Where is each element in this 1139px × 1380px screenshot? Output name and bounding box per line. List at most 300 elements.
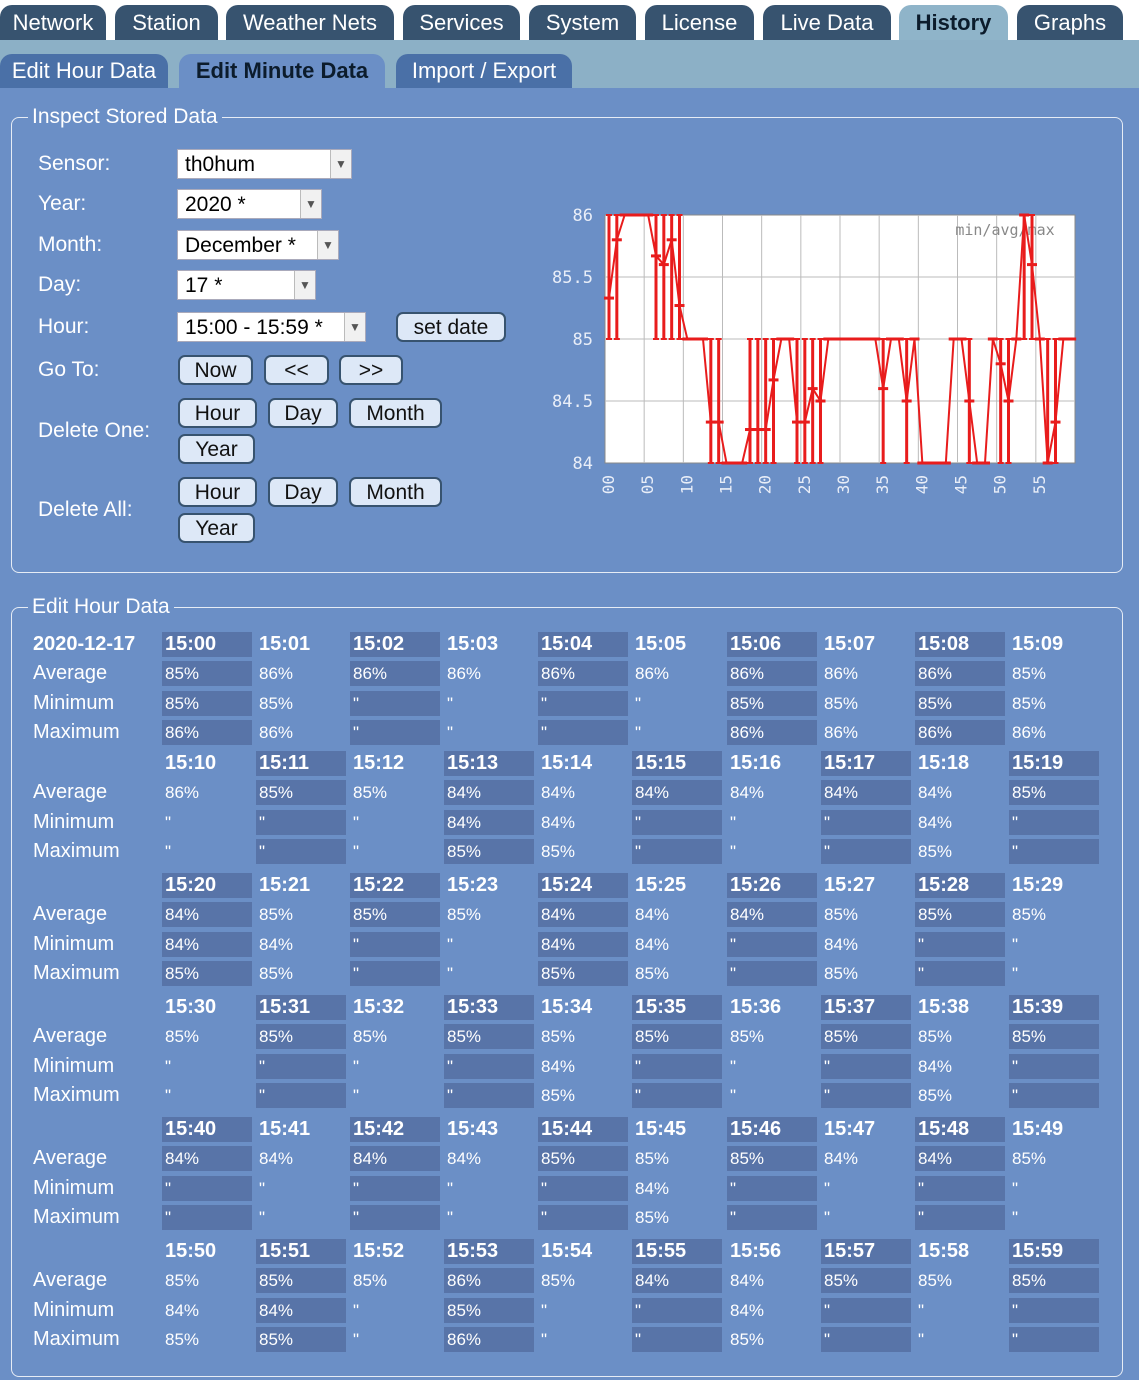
day-label: Day: <box>38 273 82 296</box>
value-cell-min[interactable]: 85% <box>444 1298 534 1323</box>
value-cell-avg[interactable]: 84% <box>447 1149 482 1168</box>
value-cell-avg[interactable]: 86% <box>635 664 670 683</box>
value-cell-max[interactable]: " <box>353 842 360 861</box>
day-select[interactable] <box>177 270 316 300</box>
value-cell-min[interactable]: " <box>538 1176 628 1201</box>
inspect-legend: Inspect Stored Data <box>28 105 222 129</box>
now-button[interactable]: Now <box>178 355 253 385</box>
x-tick-label: 05 <box>638 475 658 495</box>
value-cell-min[interactable]: " <box>538 691 628 716</box>
value-cell-min[interactable]: 85% <box>162 691 252 716</box>
y-tick-label: 86 <box>572 206 593 226</box>
top-nav <box>0 0 1139 40</box>
delete-all-month-button[interactable]: Month <box>349 477 442 507</box>
value-cell-max[interactable]: " <box>915 961 1005 986</box>
value-cell-min[interactable]: " <box>353 1301 360 1320</box>
value-cell-avg[interactable]: 85% <box>165 1027 200 1046</box>
year-value: 2020 * <box>185 193 246 216</box>
value-cell-max[interactable]: " <box>1009 1327 1099 1352</box>
delete-one-hour-button[interactable]: Hour <box>178 398 257 428</box>
delete-all-label: Delete All: <box>38 498 133 521</box>
row-label-avg: Average <box>33 781 108 803</box>
value-cell-max[interactable]: " <box>165 1086 172 1105</box>
value-cell-min[interactable]: 85% <box>824 694 859 713</box>
sensor-label: Sensor: <box>38 152 111 175</box>
row-label-min: Minimum <box>33 1055 115 1077</box>
value-cell-avg[interactable]: 85% <box>635 1149 670 1168</box>
minute-header: 15:37 <box>821 995 911 1020</box>
value-cell-min[interactable]: " <box>541 1301 548 1320</box>
value-cell-avg[interactable]: 85% <box>632 1024 722 1049</box>
x-tick-label: 25 <box>794 475 814 495</box>
value-cell-max[interactable]: " <box>256 1083 346 1108</box>
value-cell-avg[interactable]: 85% <box>256 1268 346 1293</box>
minute-header: 15:47 <box>824 1118 876 1140</box>
value-cell-min[interactable]: " <box>918 1301 925 1320</box>
row-label-max: Maximum <box>33 1206 120 1228</box>
value-cell-avg[interactable]: 84% <box>730 783 765 802</box>
x-tick-label: 10 <box>677 475 697 495</box>
value-cell-min[interactable]: " <box>350 1176 440 1201</box>
value-cell-min[interactable]: 84% <box>635 1179 670 1198</box>
value-cell-avg[interactable]: 85% <box>1012 905 1047 924</box>
value-cell-min[interactable]: 85% <box>915 691 1005 716</box>
value-cell-max[interactable]: " <box>918 1330 925 1349</box>
value-cell-min[interactable]: " <box>1009 1054 1099 1079</box>
row-label-max: Maximum <box>33 962 120 984</box>
row-label-avg: Average <box>33 662 108 684</box>
value-cell-avg[interactable]: 84% <box>259 1149 294 1168</box>
sensor-select[interactable] <box>177 149 352 179</box>
value-cell-avg[interactable]: 84% <box>350 1146 440 1171</box>
value-cell-min[interactable]: " <box>632 1298 722 1323</box>
value-cell-avg[interactable]: 85% <box>165 1271 200 1290</box>
sub-nav <box>0 40 1139 88</box>
row-label-max: Maximum <box>33 1328 120 1350</box>
y-tick-label: 84 <box>572 454 593 474</box>
value-cell-avg[interactable]: 85% <box>1009 1268 1099 1293</box>
value-cell-avg[interactable]: 85% <box>1012 1149 1047 1168</box>
value-cell-min[interactable]: 84% <box>541 813 576 832</box>
value-cell-min[interactable]: " <box>165 813 172 832</box>
minute-header: 15:31 <box>256 995 346 1020</box>
row-label-avg: Average <box>33 1025 108 1047</box>
value-cell-min[interactable]: " <box>353 1057 360 1076</box>
minute-header: 15:32 <box>353 996 405 1018</box>
value-cell-min[interactable]: " <box>353 813 360 832</box>
minute-header: 15:23 <box>447 874 499 896</box>
row-label-max: Maximum <box>33 840 120 862</box>
value-cell-avg[interactable]: 84% <box>444 780 534 805</box>
value-cell-avg[interactable]: 85% <box>821 1024 911 1049</box>
value-cell-max[interactable]: 86% <box>824 723 859 742</box>
minute-header: 15:29 <box>1012 874 1064 896</box>
value-cell-avg[interactable]: 84% <box>635 905 670 924</box>
value-cell-min[interactable]: " <box>1009 1298 1099 1323</box>
value-cell-max[interactable]: " <box>915 1205 1005 1230</box>
minute-header: 15:22 <box>350 873 440 898</box>
value-cell-max[interactable]: " <box>1009 839 1099 864</box>
value-cell-min[interactable]: 84% <box>444 810 534 835</box>
value-cell-max[interactable]: " <box>165 842 172 861</box>
hour-select[interactable] <box>177 312 366 342</box>
value-cell-min[interactable]: " <box>821 1054 911 1079</box>
value-cell-min[interactable]: " <box>632 1054 722 1079</box>
value-cell-avg[interactable]: 85% <box>1009 1024 1099 1049</box>
value-cell-max[interactable]: " <box>727 1205 817 1230</box>
value-cell-avg[interactable]: 84% <box>541 783 576 802</box>
value-cell-avg[interactable]: 85% <box>727 1146 817 1171</box>
minute-header: 15:05 <box>635 633 687 655</box>
minute-header: 15:33 <box>444 995 534 1020</box>
x-tick-label: 00 <box>599 475 618 495</box>
value-cell-min[interactable]: " <box>165 1057 172 1076</box>
value-cell-max[interactable]: 86% <box>162 720 252 745</box>
x-tick-label: 30 <box>834 475 853 495</box>
value-cell-max[interactable]: " <box>541 1330 548 1349</box>
value-cell-avg[interactable]: 85% <box>444 1024 534 1049</box>
tab-station[interactable]: Station <box>115 5 218 40</box>
value-cell-max[interactable]: 85% <box>824 964 859 983</box>
value-cell-max[interactable]: " <box>730 1086 737 1105</box>
value-cell-avg[interactable]: 84% <box>824 1149 859 1168</box>
value-cell-min[interactable]: 84% <box>256 1298 346 1323</box>
minute-header: 15:18 <box>918 752 970 774</box>
minute-header: 15:06 <box>727 632 817 657</box>
subtab-import-export[interactable]: Import / Export <box>396 54 572 88</box>
value-cell-avg[interactable]: 85% <box>162 661 252 686</box>
minute-header: 15:55 <box>632 1239 722 1264</box>
value-cell-min[interactable]: " <box>824 1179 831 1198</box>
value-cell-avg[interactable]: 86% <box>727 661 817 686</box>
value-cell-avg[interactable]: 85% <box>353 1271 388 1290</box>
value-cell-max[interactable]: 85% <box>165 1330 200 1349</box>
value-cell-max[interactable]: " <box>353 1330 360 1349</box>
tab-network[interactable]: Network <box>0 5 106 40</box>
minute-header: 15:38 <box>918 996 970 1018</box>
value-cell-avg[interactable]: 85% <box>259 905 294 924</box>
value-cell-avg[interactable]: 85% <box>1009 780 1099 805</box>
minute-header: 15:14 <box>541 752 593 774</box>
value-cell-max[interactable]: 86% <box>259 723 294 742</box>
minute-header: 15:51 <box>256 1239 346 1264</box>
minute-header: 15:30 <box>165 996 217 1018</box>
hour-label: Hour: <box>38 315 90 338</box>
value-cell-max[interactable]: " <box>162 1205 252 1230</box>
value-cell-avg[interactable]: 86% <box>165 783 200 802</box>
minute-header: 15:01 <box>259 633 311 655</box>
value-cell-min[interactable]: 84% <box>918 1057 953 1076</box>
value-cell-avg[interactable]: 85% <box>915 902 1005 927</box>
value-cell-min[interactable]: " <box>162 1176 252 1201</box>
value-cell-avg[interactable]: 84% <box>730 1271 765 1290</box>
minute-header: 15:15 <box>632 751 722 776</box>
value-cell-avg[interactable]: 86% <box>350 661 440 686</box>
x-tick-label: 45 <box>951 475 971 495</box>
value-cell-avg[interactable]: 84% <box>915 1146 1005 1171</box>
tab-live-data[interactable]: Live Data <box>763 5 891 40</box>
value-cell-min[interactable]: " <box>915 932 1005 957</box>
value-cell-avg[interactable]: 84% <box>727 902 817 927</box>
value-cell-min[interactable]: " <box>1009 810 1099 835</box>
minute-header: 15:36 <box>730 996 782 1018</box>
value-cell-max[interactable]: 85% <box>635 1208 670 1227</box>
value-cell-max[interactable]: 85% <box>541 842 576 861</box>
row-label-min: Minimum <box>33 811 115 833</box>
value-cell-min[interactable]: " <box>727 932 817 957</box>
value-cell-max[interactable]: " <box>447 1208 454 1227</box>
minute-header: 15:41 <box>259 1118 311 1140</box>
minute-header: 15:40 <box>162 1117 252 1142</box>
value-cell-min[interactable]: " <box>447 1179 454 1198</box>
y-tick-label: 84.5 <box>552 392 593 412</box>
value-cell-min[interactable]: " <box>256 810 346 835</box>
value-cell-avg[interactable]: 85% <box>541 1271 576 1290</box>
value-cell-max[interactable]: 85% <box>730 1330 765 1349</box>
minute-header: 15:24 <box>538 873 628 898</box>
value-cell-avg[interactable]: 85% <box>256 1024 346 1049</box>
row-label-avg: Average <box>33 1269 108 1291</box>
minute-header: 15:19 <box>1009 751 1099 776</box>
value-cell-max[interactable]: 85% <box>538 961 628 986</box>
value-cell-max[interactable]: " <box>350 961 440 986</box>
value-cell-avg[interactable]: 84% <box>632 1268 722 1293</box>
minute-header: 15:56 <box>730 1240 782 1262</box>
value-cell-avg[interactable]: 85% <box>541 1027 576 1046</box>
value-cell-min[interactable]: 84% <box>918 813 953 832</box>
minute-header: 15:34 <box>541 996 593 1018</box>
value-cell-max[interactable]: " <box>538 1205 628 1230</box>
minute-header: 15:07 <box>824 633 876 655</box>
value-cell-max[interactable]: 86% <box>727 720 817 745</box>
value-cell-max[interactable]: " <box>256 839 346 864</box>
value-cell-avg[interactable]: 85% <box>353 1027 388 1046</box>
subtab-edit-minute-data[interactable]: Edit Minute Data <box>179 54 385 88</box>
value-cell-min[interactable]: " <box>256 1054 346 1079</box>
value-cell-max[interactable]: " <box>1009 1083 1099 1108</box>
value-cell-max[interactable]: 85% <box>918 1086 953 1105</box>
value-cell-avg[interactable]: 86% <box>538 661 628 686</box>
hour-value: 15:00 - 15:59 * <box>185 316 323 339</box>
value-cell-max[interactable]: 85% <box>541 1086 576 1105</box>
value-cell-max[interactable]: " <box>730 842 737 861</box>
value-cell-max[interactable]: " <box>350 720 440 745</box>
value-cell-min[interactable]: " <box>444 1054 534 1079</box>
date-header: 2020-12-17 <box>33 633 136 655</box>
sensor-value: th0hum <box>185 153 256 176</box>
value-cell-min[interactable]: " <box>447 935 454 954</box>
value-cell-avg[interactable]: 85% <box>256 780 346 805</box>
value-cell-max[interactable]: " <box>727 961 817 986</box>
value-cell-min[interactable]: " <box>635 694 642 713</box>
value-cell-max[interactable]: " <box>821 1327 911 1352</box>
tab-license[interactable]: License <box>645 5 754 40</box>
value-cell-avg[interactable]: 84% <box>162 1146 252 1171</box>
minute-header: 15:44 <box>538 1117 628 1142</box>
minute-header: 15:48 <box>915 1117 1005 1142</box>
value-cell-avg[interactable]: 85% <box>1012 664 1047 683</box>
value-cell-avg[interactable]: 86% <box>824 664 859 683</box>
value-cell-max[interactable]: 86% <box>1012 723 1047 742</box>
delete-one-day-button[interactable]: Day <box>268 398 338 428</box>
minute-header: 15:10 <box>165 752 217 774</box>
value-cell-avg[interactable]: 85% <box>918 1027 953 1046</box>
subtab-edit-hour-data[interactable]: Edit Hour Data <box>0 54 168 88</box>
x-tick-label: 50 <box>990 475 1010 495</box>
y-tick-label: 85 <box>572 330 593 350</box>
delete-one-year-button[interactable]: Year <box>178 434 255 464</box>
row-label-max: Maximum <box>33 1084 120 1106</box>
value-cell-avg[interactable]: 86% <box>444 1268 534 1293</box>
tab-graphs[interactable]: Graphs <box>1017 5 1123 40</box>
value-cell-min[interactable]: 84% <box>824 935 859 954</box>
minute-header: 15:04 <box>538 632 628 657</box>
value-cell-max[interactable]: " <box>350 1205 440 1230</box>
value-cell-max[interactable]: " <box>1012 964 1019 983</box>
value-cell-avg[interactable]: 84% <box>538 902 628 927</box>
value-cell-avg[interactable]: 85% <box>538 1146 628 1171</box>
value-cell-max[interactable]: 85% <box>918 842 953 861</box>
value-cell-max[interactable]: " <box>821 1083 911 1108</box>
tab-system[interactable]: System <box>529 5 636 40</box>
value-cell-min[interactable]: 84% <box>162 932 252 957</box>
value-cell-avg[interactable]: 85% <box>353 783 388 802</box>
year-select[interactable] <box>177 189 322 219</box>
value-cell-min[interactable]: 84% <box>730 1301 765 1320</box>
value-cell-min[interactable]: " <box>1012 1179 1019 1198</box>
value-cell-avg[interactable]: 84% <box>821 780 911 805</box>
value-cell-min[interactable]: " <box>350 932 440 957</box>
value-cell-min[interactable]: 85% <box>259 694 294 713</box>
chevron-down-icon: ▼ <box>294 271 315 299</box>
value-cell-min[interactable]: 85% <box>727 691 817 716</box>
value-cell-avg[interactable]: 85% <box>824 905 859 924</box>
tab-services[interactable]: Services <box>403 5 520 40</box>
delete-all-day-button[interactable]: Day <box>268 477 338 507</box>
value-cell-min[interactable]: 84% <box>165 1301 200 1320</box>
value-cell-max[interactable]: 86% <box>915 720 1005 745</box>
value-cell-min[interactable]: 84% <box>538 932 628 957</box>
value-cell-max[interactable]: " <box>444 1083 534 1108</box>
year-label: Year: <box>38 192 87 215</box>
value-cell-avg[interactable]: 86% <box>259 664 294 683</box>
set-date-button[interactable]: set date <box>396 312 506 342</box>
x-tick-label: 20 <box>755 475 775 495</box>
value-cell-avg[interactable]: 85% <box>821 1268 911 1293</box>
minute-header: 15:27 <box>824 874 876 896</box>
value-cell-max[interactable]: " <box>632 1083 722 1108</box>
value-cell-max[interactable]: " <box>824 1208 831 1227</box>
value-cell-max[interactable]: " <box>821 839 911 864</box>
minute-header: 15:02 <box>350 632 440 657</box>
value-cell-min[interactable]: " <box>821 1298 911 1323</box>
value-cell-max[interactable]: " <box>635 723 642 742</box>
value-cell-min[interactable]: " <box>821 810 911 835</box>
row-label-max: Maximum <box>33 721 120 743</box>
chevron-down-icon: ▼ <box>344 313 365 341</box>
value-cell-max[interactable]: " <box>632 839 722 864</box>
x-tick-label: 35 <box>873 475 893 495</box>
row-label-min: Minimum <box>33 692 115 714</box>
value-cell-avg[interactable]: 84% <box>632 780 722 805</box>
value-cell-min[interactable]: " <box>350 691 440 716</box>
chevron-down-icon: ▼ <box>330 150 351 178</box>
minute-header: 15:54 <box>541 1240 593 1262</box>
value-cell-avg[interactable]: 86% <box>447 664 482 683</box>
row-label-min: Minimum <box>33 1177 115 1199</box>
tab-history[interactable]: History <box>899 5 1008 40</box>
minute-header: 15:00 <box>162 632 252 657</box>
value-cell-min[interactable]: " <box>447 694 454 713</box>
value-cell-max[interactable]: " <box>1012 1208 1019 1227</box>
value-cell-min[interactable]: " <box>727 1176 817 1201</box>
minute-header: 15:50 <box>165 1240 217 1262</box>
minute-header: 15:25 <box>635 874 687 896</box>
minute-header: 15:13 <box>444 751 534 776</box>
value-cell-avg[interactable]: 85% <box>350 902 440 927</box>
minute-header: 15:17 <box>821 751 911 776</box>
value-cell-min[interactable]: " <box>730 1057 737 1076</box>
value-cell-max[interactable]: " <box>353 1086 360 1105</box>
value-cell-min[interactable]: " <box>1012 935 1019 954</box>
value-cell-max[interactable]: " <box>538 720 628 745</box>
row-label-min: Minimum <box>33 933 115 955</box>
value-cell-min[interactable]: 84% <box>541 1057 576 1076</box>
goto-label: Go To: <box>38 358 100 381</box>
value-cell-avg[interactable]: 85% <box>730 1027 765 1046</box>
delete-one-month-button[interactable]: Month <box>349 398 442 428</box>
value-cell-min[interactable]: " <box>259 1179 266 1198</box>
value-cell-max[interactable]: " <box>632 1327 722 1352</box>
delete-all-year-button[interactable]: Year <box>178 513 255 543</box>
value-cell-max[interactable]: 85% <box>444 839 534 864</box>
minute-header: 15:42 <box>350 1117 440 1142</box>
value-cell-avg[interactable]: 85% <box>447 905 482 924</box>
next-button[interactable]: >> <box>339 355 403 385</box>
value-cell-max[interactable]: " <box>447 723 454 742</box>
value-cell-max[interactable]: 85% <box>256 1327 346 1352</box>
value-cell-max[interactable]: 85% <box>635 964 670 983</box>
minute-header: 15:39 <box>1009 995 1099 1020</box>
value-cell-max[interactable]: 85% <box>162 961 252 986</box>
value-cell-min[interactable]: 84% <box>259 935 294 954</box>
value-cell-min[interactable]: " <box>915 1176 1005 1201</box>
minute-header: 15:35 <box>632 995 722 1020</box>
value-cell-max[interactable]: " <box>259 1208 266 1227</box>
month-select[interactable] <box>177 230 339 260</box>
value-cell-min[interactable]: " <box>632 810 722 835</box>
minute-header: 15:09 <box>1012 633 1064 655</box>
value-cell-max[interactable]: " <box>447 964 454 983</box>
value-cell-max[interactable]: 85% <box>259 964 294 983</box>
value-cell-avg[interactable]: 84% <box>162 902 252 927</box>
prev-button[interactable]: << <box>264 355 329 385</box>
minute-header: 15:59 <box>1009 1239 1099 1264</box>
minute-header: 15:12 <box>353 752 405 774</box>
value-cell-min[interactable]: 84% <box>635 935 670 954</box>
value-cell-avg[interactable]: 86% <box>915 661 1005 686</box>
value-cell-min[interactable]: 85% <box>1012 694 1047 713</box>
humidity-chart <box>540 195 1100 505</box>
value-cell-max[interactable]: 86% <box>444 1327 534 1352</box>
value-cell-avg[interactable]: 85% <box>918 1271 953 1290</box>
delete-all-hour-button[interactable]: Hour <box>178 477 257 507</box>
tab-weather-nets[interactable]: Weather Nets <box>226 5 394 40</box>
value-cell-min[interactable]: " <box>730 813 737 832</box>
value-cell-avg[interactable]: 84% <box>918 783 953 802</box>
delete-one-label: Delete One: <box>38 419 151 442</box>
minute-header: 15:57 <box>821 1239 911 1264</box>
